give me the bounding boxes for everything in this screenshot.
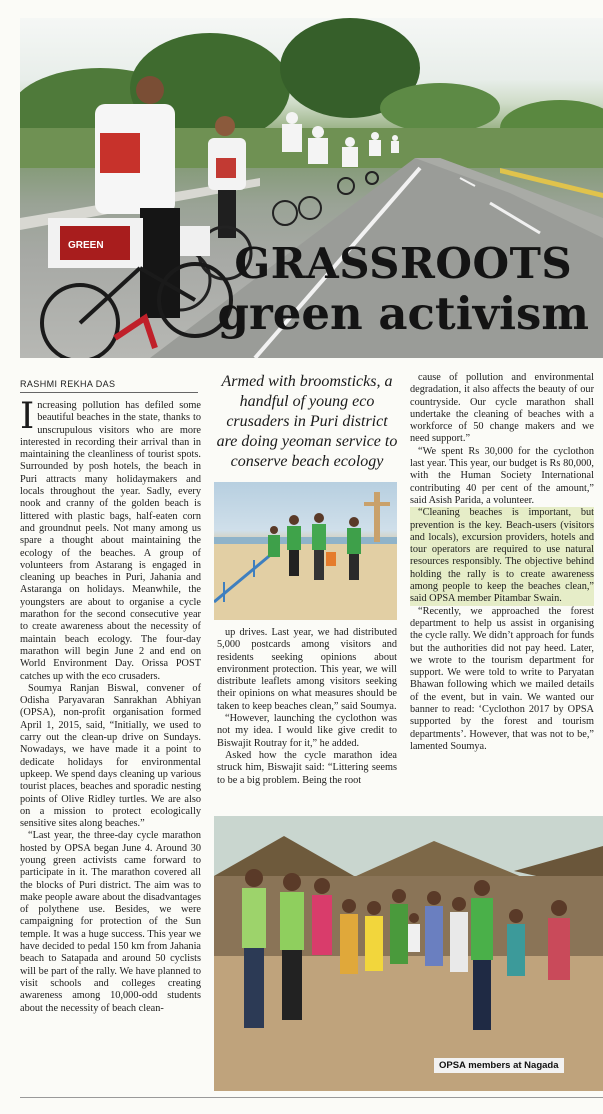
hero-banner-text: GREEN xyxy=(68,240,104,251)
headline-line-2: green activism xyxy=(217,287,589,340)
paragraph: Increasing pollution has defiled some beautiful beaches in the state, thanks to unscrupulous visitors who are more interested in recording their arrival than in maintaining the cleanliness of tourist spots. Surrounded by posh hotels, the beach in Puri attracts many holidaymakers and locals throughout the year. Sadly, every nook and cranny of the golden beach is littered with plastic bags, half-eaten corn and groundnut peels. Not many among us spare a thought about maintaining the ecology of the beaches. A group of volunteers from Astarang is engaged in cleaning up beaches in Puri, Jahania and Astaranga on holidays. Meanwhile, the youngsters are about to organise a cycle marathon for the second consecutive year to create awareness about the necessity of maintain beach ecology. The four-day marathon will begin June 2 and end on World Environment Day. Orissa POST catches up with the eco crusaders. xyxy=(20,396,201,682)
article-column-3 xyxy=(410,372,594,753)
highlighted-paragraph: “Cleaning beaches is important, but prevention is the key. Beach-users (visitors and locals), excursion providers, hotels and tour operators are required to use natural resources responsibly. The objective behind holding the rally is to create awareness among people to keep the beaches clean,” said OPSA member Pitambar Swain. xyxy=(410,507,594,605)
paragraph: “Last year, the three-day cycle marathon hosted by OPSA began June 4. Around 30 young green activists came forward to participate in it. The marathon covered all the blocks of Puri district. The aim was to make people aware about the disadvantages of polythene use. Besides, we were campaigning for protection of the Sun temple. It was a huge success. This year we have decided to pedal 150 km from Jahania beach to Satapada and around 50 cyclists will be part of the rally. We have planned to visit schools and colleges creating awareness among 10,000-odd students about the necessity of beach clean- xyxy=(20,830,201,1014)
byline: RASHMI REKHA DAS xyxy=(20,379,198,393)
headline xyxy=(217,239,589,340)
paragraph: “However, launching the cyclothon was not my idea. I would like give credit to Biswajit Routray for it,” he added. xyxy=(217,713,397,749)
paragraph: Soumya Ranjan Biswal, convener of Odisha Paryavaran Sanrakhan Abhiyan (OPSA), non-profit organisation formed April 1, 2015, said, “Initially, we used to carry out the clean-up drive on Sundays. Nowadays, we have made it a point to dedicate holidays for environmental upkeep. We spend days cleaning up various tourist places, beaches and sporadic nesting points of Olive Ridley turtles. We are also on a mission to protect ecologically sensitive sites along beaches.” xyxy=(20,682,201,830)
paragraph: “We spent Rs 30,000 for the cyclothon last year. This year, our budget is Rs 80,000, with the Human Society International contributing 40 per cent of the amount,” said Asish Parida, a volunteer. xyxy=(410,445,594,506)
beach-cleanup-photo xyxy=(214,482,397,620)
article-column-1 xyxy=(20,396,201,1015)
article-deck: Armed with broomsticks, a handful of young eco crusaders in Puri district are doing yeoman service to conserve beach ecology xyxy=(216,373,398,470)
article-column-2 xyxy=(217,627,397,787)
hero-photo-cyclists xyxy=(20,18,603,358)
photo-caption: OPSA members at Nagada xyxy=(434,1058,564,1073)
headline-line-1: GRASSROOTS xyxy=(234,239,573,288)
group-photo-nagada xyxy=(214,816,603,1091)
dropcap: I xyxy=(20,396,35,437)
paragraph: “Recently, we approached the forest department to help us assist in organising the cycle rally. We didn’t approach for funds but the authorities did not pay heed. Later, we wrote to the tourism department for support. We were told to write to Paryatan Bhawan following which we mailed details of the event, but in vain. We wanted our banner to read: ‘Cyclothon 2017 by OPSA supported by the forest and tourism departments’. However, that was not to be,” lamented Soumya. xyxy=(410,605,594,752)
paragraph: Asked how the cycle marathon idea struck him, Biswajit said: “Littering seems to be a big problem. Being the root xyxy=(217,749,397,786)
bottom-rule xyxy=(20,1097,603,1098)
paragraph: up drives. Last year, we had distributed 5,000 postcards among visitors and residents seeking opinions about environment protection. This year, we will distribute leaflets among visitors seeking their opinions on what measures should be taken to keep beaches clean,” said Soumya. xyxy=(217,627,397,712)
paragraph: cause of pollution and environmental degradation, it also affects the beauty of our countryside. Our cycle marathon shall undertake the cleaning of beaches with a workforce of 50 change makers and we need support.” xyxy=(410,372,594,445)
